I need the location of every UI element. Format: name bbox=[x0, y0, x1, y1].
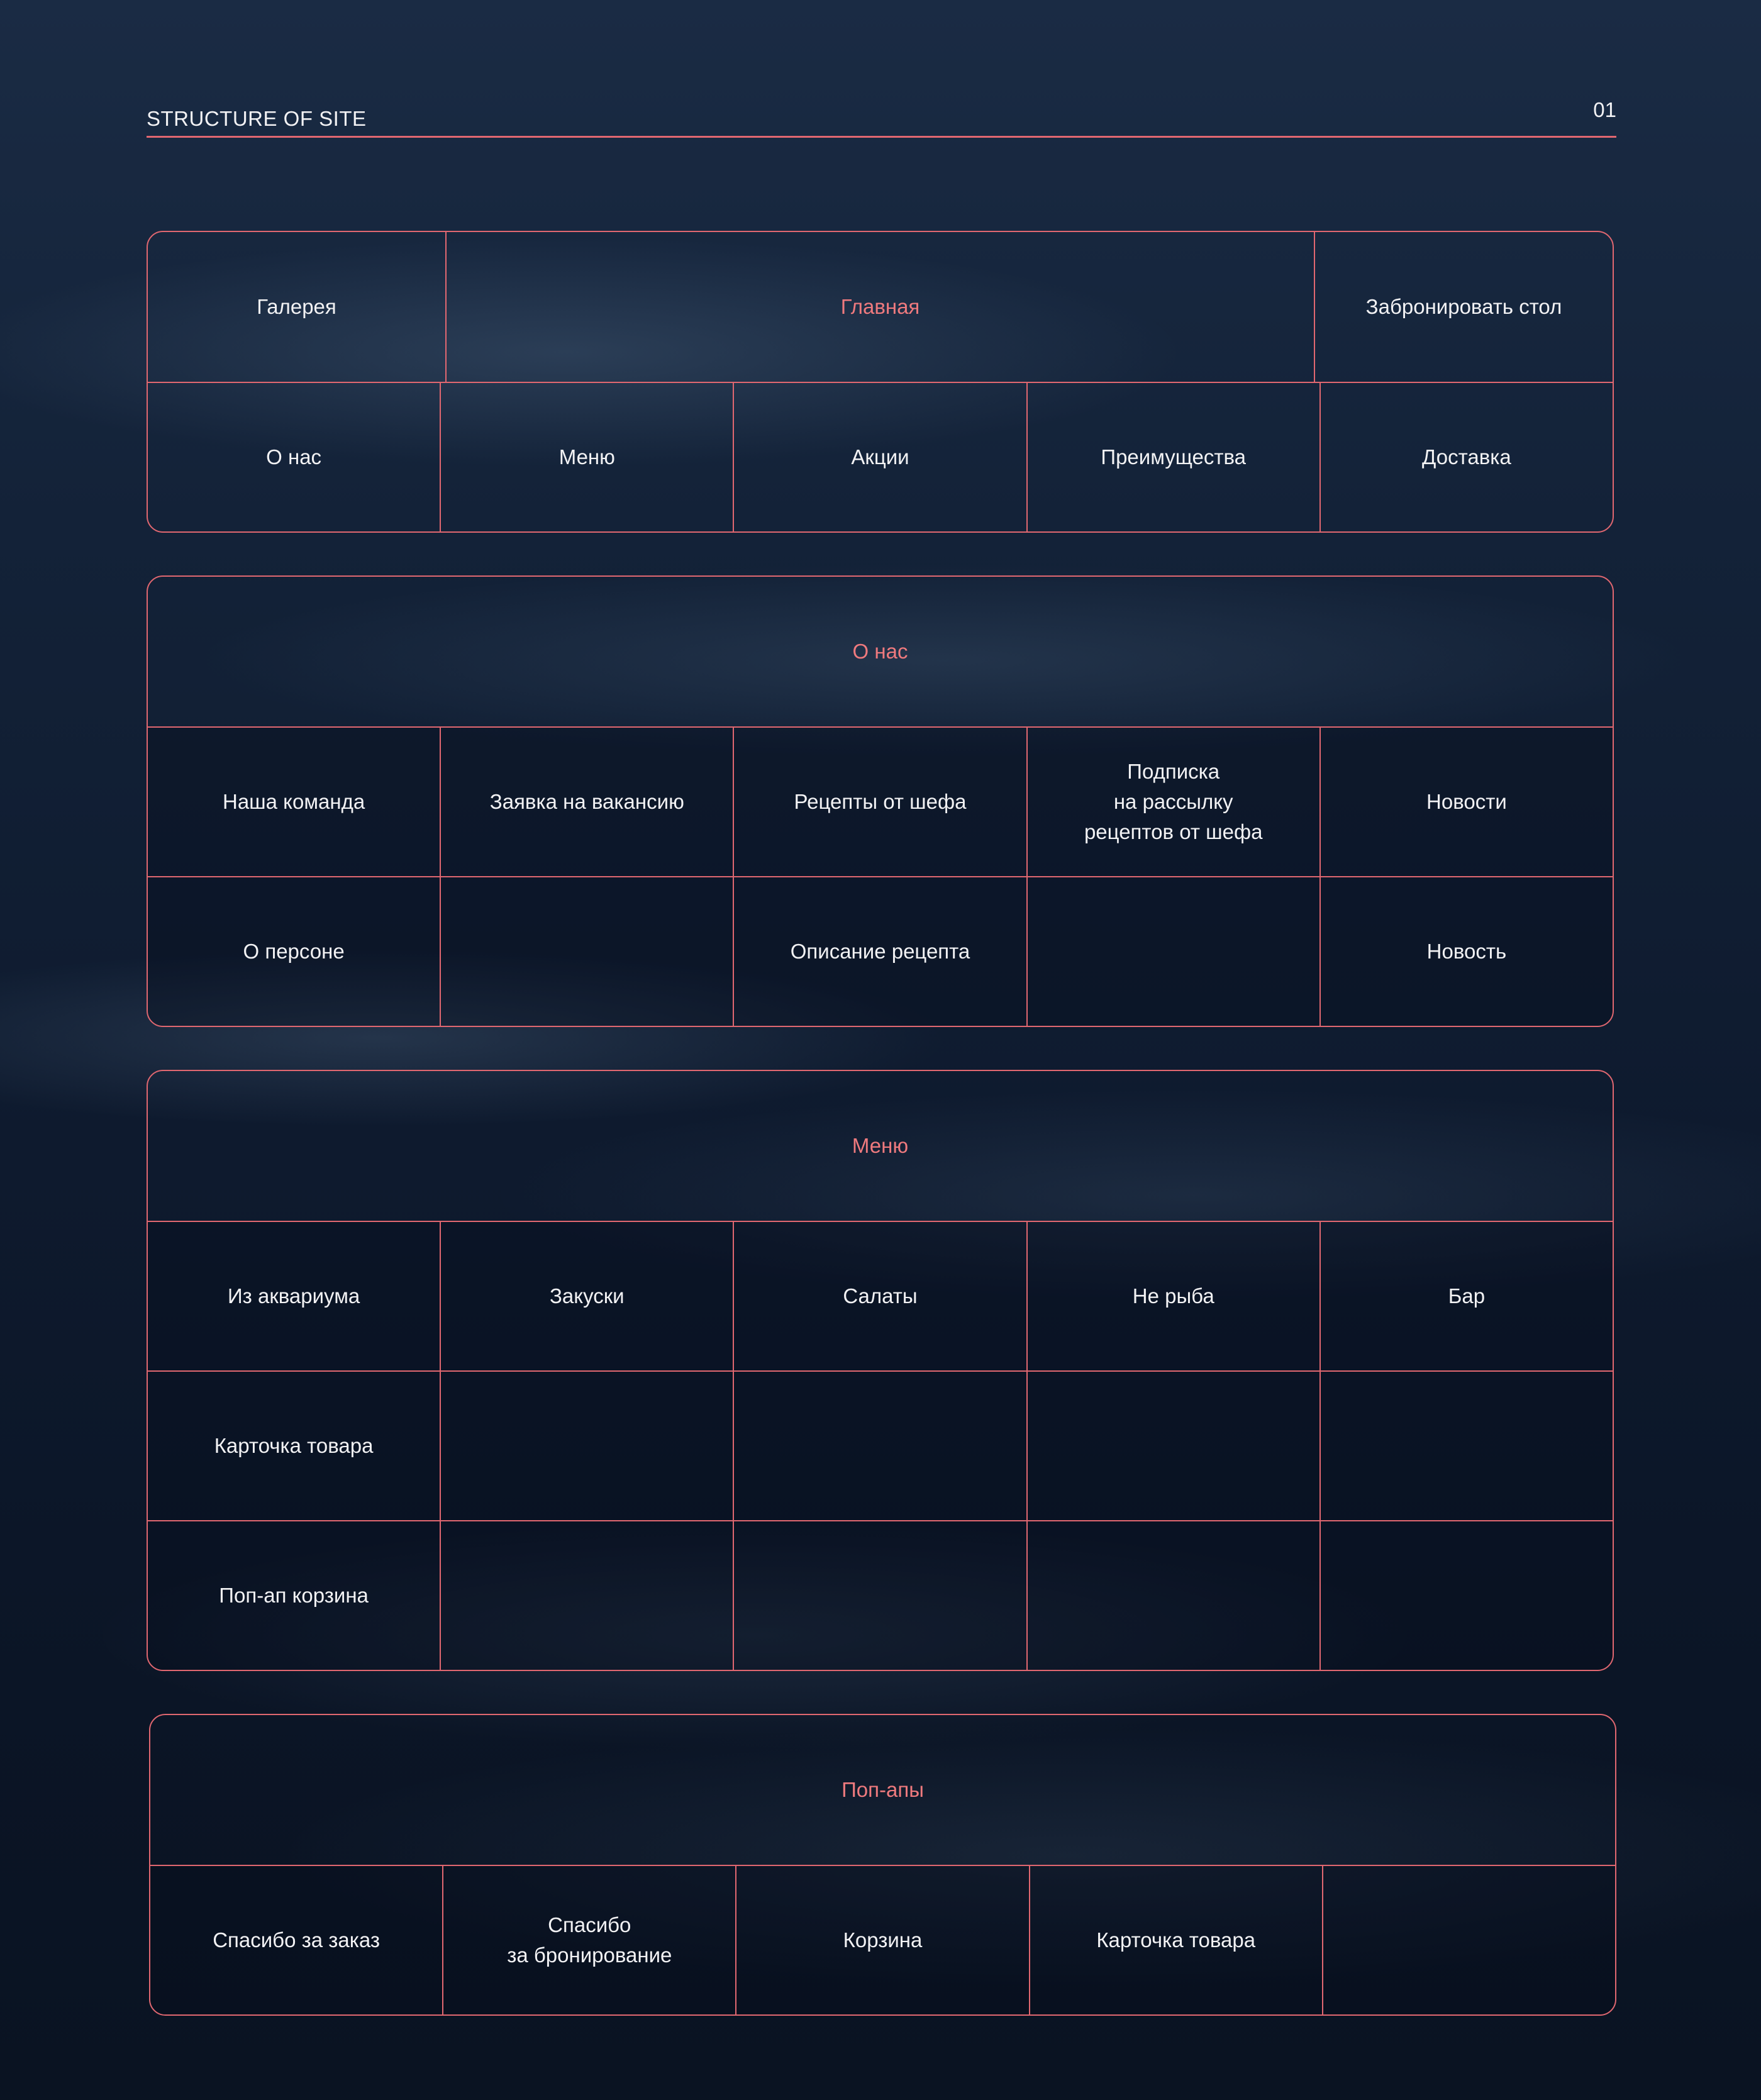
empty-cell bbox=[733, 1521, 1026, 1670]
block-row bbox=[150, 1715, 1615, 1865]
popup-node-booking-thanks: Спасибо за бронирование bbox=[442, 1866, 735, 2014]
block-main-page bbox=[147, 231, 1614, 533]
block-row bbox=[148, 726, 1613, 876]
empty-cell bbox=[440, 1372, 733, 1520]
block-row bbox=[148, 1071, 1613, 1221]
block-row bbox=[148, 1221, 1613, 1370]
page-node-about: О нас bbox=[266, 445, 322, 469]
page-node-subscription: Подписка на рассылку рецептов от шефа bbox=[1026, 728, 1319, 876]
page-node-team: Наша команда bbox=[148, 728, 440, 876]
page-node-product-card: Карточка товара bbox=[148, 1372, 440, 1520]
popup-node-cart: Корзина bbox=[735, 1866, 1028, 2014]
page-node-vacancy: Заявка на вакансию bbox=[440, 728, 733, 876]
page-node-advantages: Преимущества bbox=[1026, 383, 1319, 531]
page-node-chef-recipes: Рецепты от шефа bbox=[733, 728, 1026, 876]
page-node-gallery: Галерея bbox=[257, 295, 336, 318]
page-node-news: Новости bbox=[1319, 728, 1613, 876]
page-number: 01 bbox=[1593, 98, 1616, 121]
page-header bbox=[147, 94, 1616, 138]
block-menu bbox=[147, 1070, 1614, 1671]
page-node-not-fish: Не рыба bbox=[1026, 1222, 1319, 1370]
block-row bbox=[148, 1370, 1613, 1520]
block-row bbox=[148, 382, 1613, 531]
empty-cell bbox=[440, 877, 733, 1026]
block-popups bbox=[149, 1714, 1616, 2016]
empty-cell bbox=[1319, 1521, 1613, 1670]
empty-cell bbox=[1026, 877, 1319, 1026]
section-heading-main: Главная bbox=[445, 232, 1314, 382]
block-row bbox=[148, 232, 1613, 382]
block-row bbox=[150, 1865, 1615, 2014]
section-heading-menu: Меню bbox=[852, 1134, 909, 1157]
empty-cell bbox=[1322, 1866, 1615, 2014]
page-node-bar: Бар bbox=[1319, 1222, 1613, 1370]
page-node-promotions: Акции bbox=[733, 383, 1026, 531]
page-node-menu: Меню bbox=[440, 383, 733, 531]
page-node-person: О персоне bbox=[148, 877, 440, 1026]
page-node-cart-popup: Поп-ап корзина bbox=[148, 1521, 440, 1670]
block-row bbox=[148, 1520, 1613, 1670]
block-row bbox=[148, 876, 1613, 1026]
popup-node-order-thanks: Спасибо за заказ bbox=[150, 1866, 442, 2014]
page-node-news-item: Новость bbox=[1319, 877, 1613, 1026]
popup-node-product-card: Карточка товара bbox=[1029, 1866, 1322, 2014]
page-node-snacks: Закуски bbox=[440, 1222, 733, 1370]
empty-cell bbox=[1319, 1372, 1613, 1520]
section-heading-popups: Поп-апы bbox=[842, 1778, 924, 1801]
page-node-book-table: Забронировать стол bbox=[1314, 232, 1613, 382]
empty-cell bbox=[733, 1372, 1026, 1520]
block-row bbox=[148, 577, 1613, 726]
empty-cell bbox=[1026, 1521, 1319, 1670]
empty-cell bbox=[440, 1521, 733, 1670]
empty-cell bbox=[1026, 1372, 1319, 1520]
page-node-recipe-description: Описание рецепта bbox=[733, 877, 1026, 1026]
section-heading-about: О нас bbox=[852, 640, 908, 663]
block-about bbox=[147, 575, 1614, 1027]
page-node-aquarium: Из аквариума bbox=[148, 1222, 440, 1370]
page-node-delivery: Доставка bbox=[1319, 383, 1613, 531]
page-title: STRUCTURE OF SITE bbox=[147, 107, 367, 130]
page-node-salads: Салаты bbox=[733, 1222, 1026, 1370]
